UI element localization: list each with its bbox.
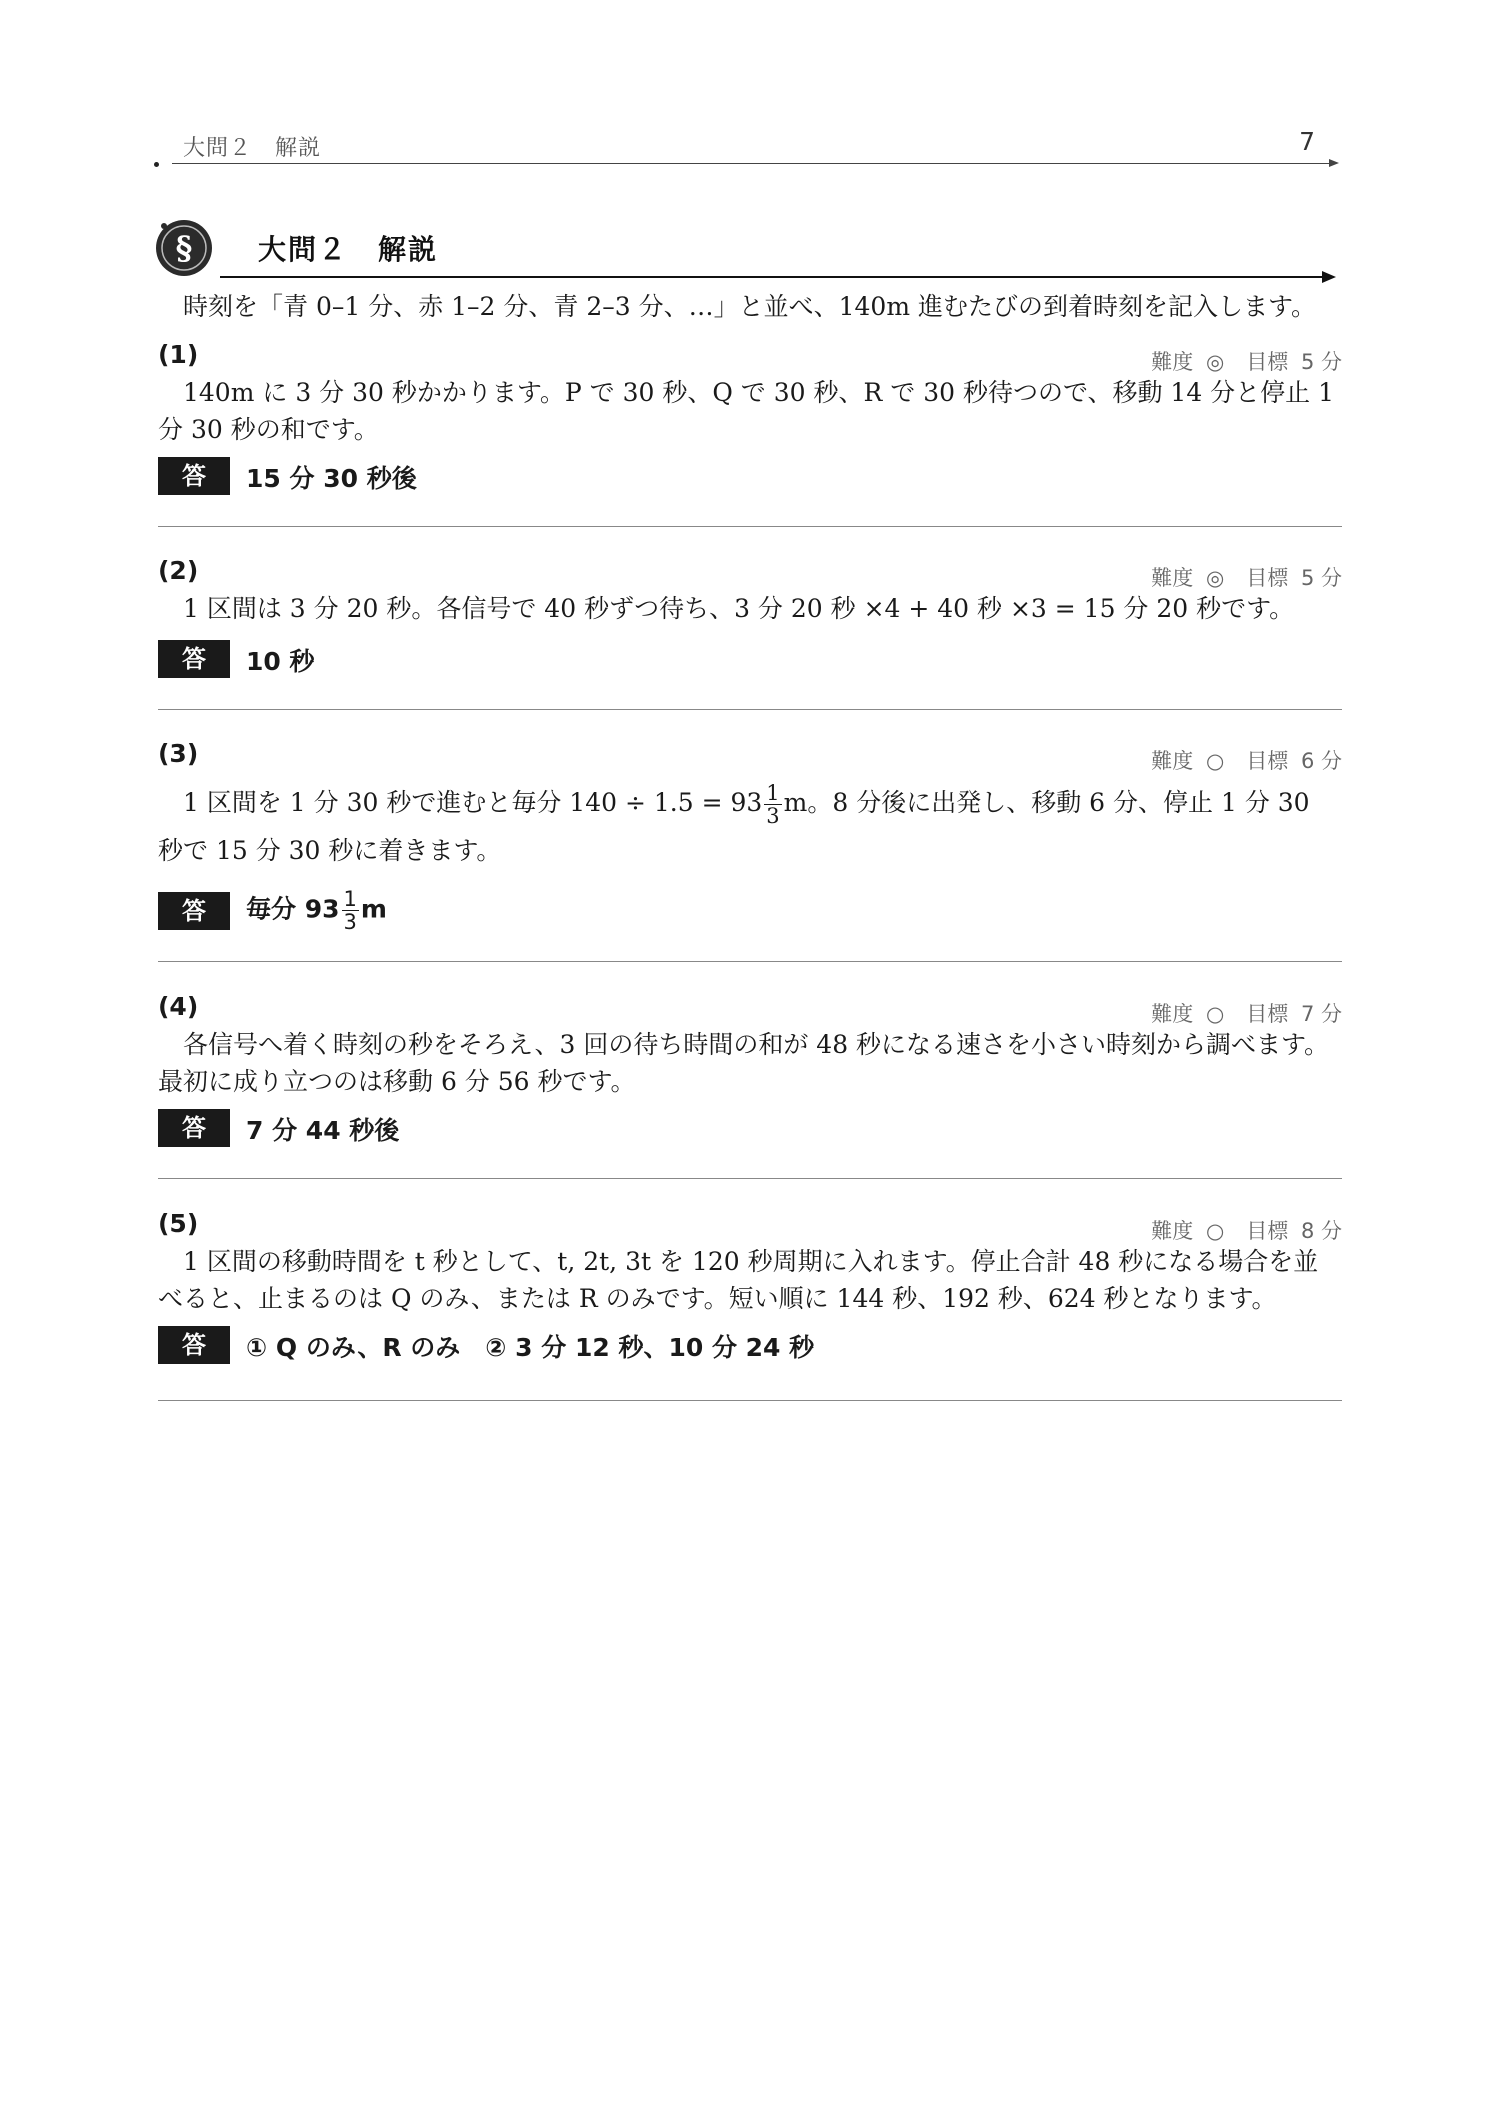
question-body	[158, 1243, 1342, 1317]
target-label: 目標	[1246, 1219, 1289, 1243]
question-text: 1 区間の移動時間を t 秒として、t, 2t, 3t を 120 秒周期に入れます。停止合計 48 秒になる場合を並べると、止まるのは Q のみ、または R のみです。短い順に 144 秒、192 秒、624 秒となります。	[158, 1247, 1319, 1313]
answer-text: 15 分 30 秒後	[246, 464, 417, 493]
fraction-denominator: 3	[766, 804, 780, 828]
question-text-pre: 1 区間を 1 分 30 秒で進むと毎分 140 ÷ 1.5 = 93	[183, 788, 763, 817]
answer-badge: 答	[158, 892, 230, 930]
svg-text:§: §	[175, 229, 193, 267]
answer-badge: 答	[158, 1109, 230, 1147]
section-heading	[154, 214, 1334, 284]
target-label: 目標	[1246, 749, 1289, 773]
answer-badge: 答	[158, 457, 230, 495]
answer-text-post: m	[360, 894, 387, 924]
question-meta	[1129, 745, 1342, 775]
difficulty-label: 難度	[1151, 350, 1194, 374]
question-label: (3)	[158, 739, 199, 768]
header-rule-arrow-icon	[1329, 159, 1339, 167]
question-body	[158, 590, 1342, 627]
answer-text	[246, 888, 387, 933]
answer-text: ① Q のみ、R のみ ② 3 分 12 秒、10 分 24 秒	[246, 1333, 815, 1362]
question-text: 140m に 3 分 30 秒かかります。P で 30 秒、Q で 30 秒、R で 30 秒待つので、移動 14 分と停止 1 分 30 秒の和です。	[158, 378, 1335, 444]
section-title: 大問２ 解説	[258, 233, 439, 266]
section-rule	[220, 276, 1322, 278]
question-meta	[1129, 1215, 1342, 1245]
answer-fraction-numerator: 1	[343, 887, 357, 911]
question-body	[158, 779, 1342, 875]
difficulty-mark: ◎	[1205, 566, 1225, 590]
fraction	[764, 782, 781, 827]
question-meta	[1129, 346, 1342, 376]
running-header-title: 大問２ 解説	[183, 136, 322, 161]
answer-text: 7 分 44 秒後	[246, 1116, 400, 1145]
target-label: 目標	[1246, 350, 1289, 374]
target-time: 5 分	[1300, 566, 1342, 590]
difficulty-label: 難度	[1151, 1219, 1194, 1243]
difficulty-mark: ○	[1205, 749, 1225, 773]
target-time: 6 分	[1300, 749, 1342, 773]
answer-badge: 答	[158, 640, 230, 678]
target-label: 目標	[1246, 1002, 1289, 1026]
answer-text-pre: 毎分 93	[246, 894, 340, 924]
section-rule-arrow-icon	[1322, 271, 1336, 283]
difficulty-mark: ◎	[1205, 350, 1225, 374]
question-body	[158, 1026, 1342, 1100]
header-rule	[172, 163, 1329, 164]
difficulty-label: 難度	[1151, 1002, 1194, 1026]
question-divider	[158, 526, 1342, 527]
answer-badge: 答	[158, 1326, 230, 1364]
question-meta	[1129, 562, 1342, 592]
question-divider	[158, 961, 1342, 962]
header-marker-dot	[154, 162, 159, 167]
running-header	[183, 127, 1325, 163]
target-time: 7 分	[1300, 1002, 1342, 1026]
intro-text: 時刻を「青 0–1 分、赤 1–2 分、青 2–3 分、…」と並べ、140m 進むたびの到着時刻を記入します。	[183, 292, 1316, 321]
section-emblem-icon	[154, 218, 214, 278]
target-time: 5 分	[1300, 350, 1342, 374]
question-text: 1 区間は 3 分 20 秒。各信号で 40 秒ずつ待ち、3 分 20 秒 ×4 + 40 秒 ×3 = 15 分 20 秒です。	[183, 594, 1295, 623]
difficulty-label: 難度	[1151, 566, 1194, 590]
question-divider	[158, 1400, 1342, 1401]
question-label: (4)	[158, 992, 199, 1021]
question-meta	[1129, 998, 1342, 1028]
difficulty-mark: ○	[1205, 1002, 1225, 1026]
answer-fraction-denominator: 3	[343, 910, 357, 934]
question-text: 各信号へ着く時刻の秒をそろえ、3 回の待ち時間の和が 48 秒になる速さを小さい時刻から調べます。最初に成り立つのは移動 6 分 56 秒です。	[158, 1030, 1330, 1096]
answer-text: 10 秒	[246, 647, 315, 676]
question-divider	[158, 709, 1342, 710]
difficulty-mark: ○	[1205, 1219, 1225, 1243]
question-label: (2)	[158, 556, 199, 585]
target-time: 8 分	[1300, 1219, 1342, 1243]
question-divider	[158, 1178, 1342, 1179]
difficulty-label: 難度	[1151, 749, 1194, 773]
question-label: (1)	[158, 340, 199, 369]
answer-fraction	[342, 888, 359, 933]
question-label: (5)	[158, 1209, 199, 1238]
target-label: 目標	[1246, 566, 1289, 590]
fraction-numerator: 1	[766, 781, 780, 805]
question-body	[158, 374, 1342, 448]
question-text-post: m。8 分後に出発し、移動 6 分、停止 1 分 30 秒で 15 分 30 秒に着きます。	[158, 788, 1310, 865]
page-number: 7	[1299, 127, 1315, 156]
